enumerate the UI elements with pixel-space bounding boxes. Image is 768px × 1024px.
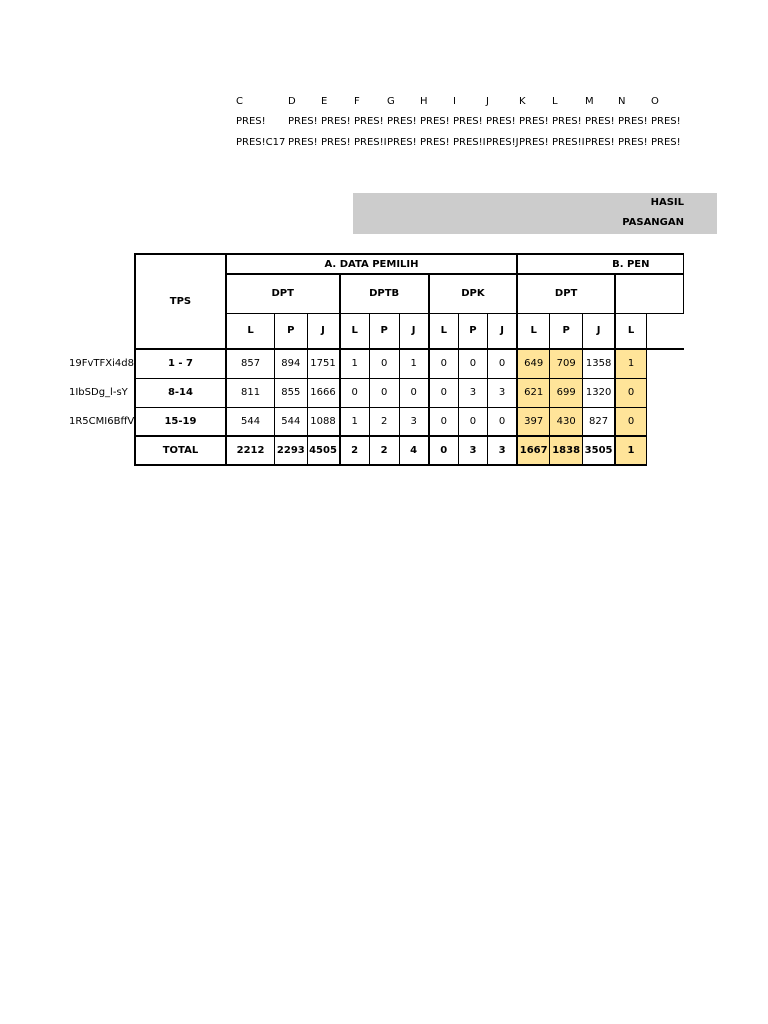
value-cell: 3 bbox=[458, 378, 487, 407]
group-header-empty bbox=[615, 274, 683, 313]
group-header-dpt-b: DPT bbox=[517, 274, 615, 313]
blank-cell bbox=[646, 349, 683, 378]
value-cell: 0 bbox=[615, 407, 646, 436]
table-row bbox=[135, 378, 684, 407]
subcol-header: P bbox=[458, 313, 487, 349]
col-letter: L bbox=[552, 96, 558, 107]
value-cell: 709 bbox=[550, 349, 583, 378]
total-cell: 1667 bbox=[517, 436, 550, 465]
total-cell: 1838 bbox=[550, 436, 583, 465]
subcol-header: L bbox=[340, 313, 370, 349]
formula-cell: PRES! bbox=[552, 116, 582, 127]
tps-header: TPS bbox=[135, 254, 226, 349]
value-cell: 0 bbox=[458, 407, 487, 436]
col-letter: E bbox=[321, 96, 328, 107]
group-header-dpk: DPK bbox=[429, 274, 517, 313]
subcol-header: L bbox=[429, 313, 458, 349]
total-row bbox=[135, 436, 684, 465]
total-cell: 4 bbox=[399, 436, 429, 465]
row-id-label: 1R5CMI6BffV bbox=[69, 416, 135, 427]
col-letter: I bbox=[453, 96, 456, 107]
value-cell: 430 bbox=[550, 407, 583, 436]
banner-title: HASIL bbox=[650, 197, 684, 208]
formula-cell: PRES! bbox=[618, 137, 648, 148]
value-cell: 3 bbox=[488, 378, 517, 407]
col-letter: C bbox=[236, 96, 243, 107]
value-cell: 855 bbox=[275, 378, 307, 407]
data-table-viewport bbox=[130, 250, 684, 470]
col-letter: O bbox=[651, 96, 659, 107]
subcol-header: L bbox=[615, 313, 646, 349]
value-cell: 0 bbox=[369, 349, 399, 378]
value-cell: 0 bbox=[429, 378, 458, 407]
banner-subtitle: PASANGAN bbox=[622, 217, 684, 228]
total-cell: 1 bbox=[615, 436, 646, 465]
formula-cell: PRES!I bbox=[453, 137, 486, 148]
value-cell: 857 bbox=[226, 349, 275, 378]
value-cell: 397 bbox=[517, 407, 550, 436]
formula-cell: PRES! bbox=[321, 137, 351, 148]
table-row bbox=[135, 407, 684, 436]
value-cell: 0 bbox=[458, 349, 487, 378]
subcol-header: J bbox=[488, 313, 517, 349]
total-cell: 2 bbox=[369, 436, 399, 465]
formula-cell: PRES! bbox=[651, 116, 681, 127]
formula-cell: PRES! bbox=[618, 116, 648, 127]
col-letter: G bbox=[387, 96, 395, 107]
formula-cell: PRES!C17 bbox=[236, 137, 286, 148]
value-cell: 544 bbox=[226, 407, 275, 436]
formula-cell: PRES! bbox=[236, 116, 266, 127]
formula-cell: PRES! bbox=[420, 137, 450, 148]
formula-cell: PRES! bbox=[519, 116, 549, 127]
blank-cell bbox=[646, 436, 683, 465]
subcol-header: J bbox=[307, 313, 339, 349]
section-a-header: A. DATA PEMILIH bbox=[226, 254, 517, 274]
voter-data-table bbox=[134, 253, 684, 466]
value-cell: 2 bbox=[369, 407, 399, 436]
total-cell: 2 bbox=[340, 436, 370, 465]
formula-cell: PRES!J bbox=[486, 137, 519, 148]
col-letter: D bbox=[288, 96, 296, 107]
result-banner bbox=[353, 193, 717, 234]
formula-cell: PRES! bbox=[585, 137, 615, 148]
value-cell: 1 bbox=[340, 349, 370, 378]
value-cell: 0 bbox=[340, 378, 370, 407]
total-cell: 3505 bbox=[582, 436, 615, 465]
value-cell: 0 bbox=[429, 349, 458, 378]
value-cell: 894 bbox=[275, 349, 307, 378]
blank-cell bbox=[646, 407, 683, 436]
total-cell: 3 bbox=[488, 436, 517, 465]
total-cell: 2212 bbox=[226, 436, 275, 465]
group-header-dpt: DPT bbox=[226, 274, 340, 313]
subcol-header: P bbox=[369, 313, 399, 349]
value-cell: 811 bbox=[226, 378, 275, 407]
formula-cell: PRES! bbox=[486, 116, 516, 127]
formula-cell: PRES!I bbox=[354, 137, 387, 148]
col-letter: K bbox=[519, 96, 526, 107]
col-letter: F bbox=[354, 96, 360, 107]
value-cell: 0 bbox=[615, 378, 646, 407]
formula-cell: PRES! bbox=[387, 137, 417, 148]
formula-cell: PRES! bbox=[288, 137, 318, 148]
value-cell: 1088 bbox=[307, 407, 339, 436]
value-cell: 0 bbox=[399, 378, 429, 407]
total-cell: 0 bbox=[429, 436, 458, 465]
tps-cell: 1 - 7 bbox=[135, 349, 226, 378]
value-cell: 1358 bbox=[582, 349, 615, 378]
subcol-header: L bbox=[226, 313, 275, 349]
value-cell: 544 bbox=[275, 407, 307, 436]
value-cell: 0 bbox=[369, 378, 399, 407]
value-cell: 699 bbox=[550, 378, 583, 407]
subcol-header: L bbox=[517, 313, 550, 349]
subcol-header: P bbox=[275, 313, 307, 349]
formula-cell: PRES! bbox=[651, 137, 681, 148]
value-cell: 827 bbox=[582, 407, 615, 436]
group-header-dptb: DPTB bbox=[340, 274, 429, 313]
value-cell: 649 bbox=[517, 349, 550, 378]
formula-cell: PRES! bbox=[387, 116, 417, 127]
value-cell: 0 bbox=[488, 407, 517, 436]
value-cell: 621 bbox=[517, 378, 550, 407]
row-id-label: 1IbSDg_l-sY bbox=[69, 387, 128, 398]
row-id-label: 19FvTFXi4d8 bbox=[69, 358, 134, 369]
tps-cell: 15-19 bbox=[135, 407, 226, 436]
formula-cell: PRES! bbox=[288, 116, 318, 127]
value-cell: 1 bbox=[340, 407, 370, 436]
col-letter: H bbox=[420, 96, 428, 107]
col-letter: J bbox=[486, 96, 489, 107]
formula-cell: PRES! bbox=[354, 116, 384, 127]
value-cell: 1320 bbox=[582, 378, 615, 407]
subcol-header: P bbox=[550, 313, 583, 349]
total-cell: 3 bbox=[458, 436, 487, 465]
value-cell: 1 bbox=[399, 349, 429, 378]
table-row bbox=[135, 349, 684, 378]
section-b-header: B. PEN bbox=[517, 254, 683, 274]
col-letter: M bbox=[585, 96, 594, 107]
value-cell: 1 bbox=[615, 349, 646, 378]
value-cell: 1666 bbox=[307, 378, 339, 407]
formula-cell: PRES! bbox=[321, 116, 351, 127]
total-label: TOTAL bbox=[135, 436, 226, 465]
blank-cell bbox=[646, 378, 683, 407]
value-cell: 1751 bbox=[307, 349, 339, 378]
value-cell: 0 bbox=[488, 349, 517, 378]
value-cell: 0 bbox=[429, 407, 458, 436]
total-cell: 4505 bbox=[307, 436, 339, 465]
formula-cell: PRES! bbox=[585, 116, 615, 127]
formula-cell: PRES!I bbox=[552, 137, 585, 148]
total-cell: 2293 bbox=[275, 436, 307, 465]
formula-cell: PRES! bbox=[420, 116, 450, 127]
col-letter: N bbox=[618, 96, 626, 107]
formula-cell: PRES! bbox=[519, 137, 549, 148]
formula-cell: PRES! bbox=[453, 116, 483, 127]
value-cell: 3 bbox=[399, 407, 429, 436]
subcol-header-empty bbox=[646, 313, 683, 349]
subcol-header: J bbox=[582, 313, 615, 349]
subcol-header: J bbox=[399, 313, 429, 349]
tps-cell: 8-14 bbox=[135, 378, 226, 407]
